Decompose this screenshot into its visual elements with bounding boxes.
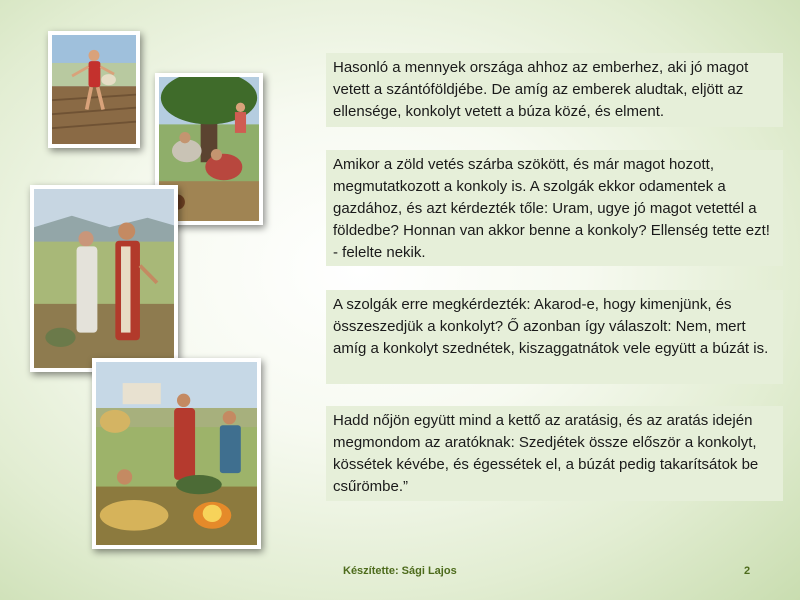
slide-number: 2 (744, 565, 751, 577)
parable-paragraph-1: Hasonló a mennyek országa ahhoz az emberhez, aki jó magot vetett a szántóföldjébe. De amíg az emberek aludtak, eljött az ellensége, konkolyt vetett a búza közé, és elment. (326, 53, 783, 127)
harvest-image (92, 358, 261, 549)
servants-and-master-image (30, 185, 178, 372)
footer-author: Készítette: Sági Lajos (343, 565, 457, 577)
parable-paragraph-2: Amikor a zöld vetés szárba szökött, és már magot hozott, megmutatkozott a konkoly is. A szolgák ekkor odamentek a gazdához, és azt kérdezték tőle: Uram, ugye jó magot vetettél a földedbe? Honnan van akkor benne a konkoly? Ellenség tette ezt! - felelte nekik. (326, 150, 783, 266)
sower-image (48, 31, 140, 148)
parable-paragraph-3: A szolgák erre megkérdezték: Akarod-e, hogy kimenjünk, és összeszedjük a konkolyt? Ő azonban így válaszolt: Nem, mert amíg a konkolyt szednétek, kiszaggatnátok vele együtt a búzát is. (326, 290, 783, 384)
parable-paragraph-4: Hadd nőjön együtt mind a kettő az aratásig, és az aratás idején megmondom az aratóknak: Szedjétek össze először a konkolyt, kössétek kévébe, és égessétek el, a búzát pedig takarítsátok be csűrömbe.” (326, 406, 783, 501)
